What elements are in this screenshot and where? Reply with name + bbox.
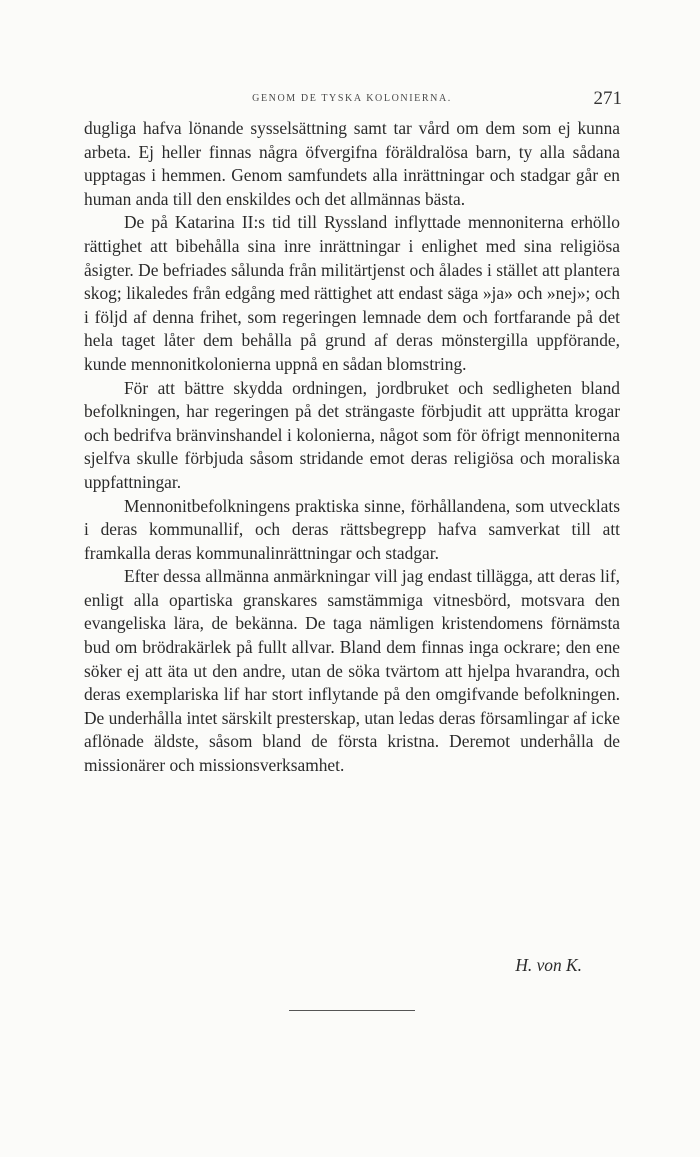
paragraph: Efter dessa allmänna anmärkningar vill jag endast tillägga, att deras lif, enligt alla opartiska granskares samstämmiga vitnesbörd, motsvara den evangeliska lära, de bekänna. De taga nämligen kristendomens förnämsta bud om brödrakärlek på fullt allvar. Bland dem finnas inga ockrare; den ene söker ej att äta ut den andre, utan de söka tvärtom att hjelpa hvarandra, och deras exemplariska lif har stort inflytande på den omgifvande befolkningen. De underhålla intet särskilt presterskap, utan ledas deras församlingar af icke aflönade äldste, såsom bland de första kristna. Deremot underhålla de missionärer och missionsverksamhet. [84,566,620,776]
end-rule-divider [289,1010,415,1011]
author-signature: H. von K. [515,955,582,975]
paragraph-continuation: dugliga hafva lönande sysselsättning samt tar vård om dem som ej kunna arbeta. Ej heller finnas några öfvergifna föräldralösa barn, ty alla sådana upptagas i hemmen. Genom samfundets alla inrättningar och stadgar går en human anda till den enskildes och det allmännas bästa. [84,118,620,209]
body-text [84,117,620,778]
running-title: GENOM DE TYSKA KOLONIERNA. [252,93,452,104]
page-number: 271 [593,88,622,109]
paragraph: För att bättre skydda ordningen, jordbruket och sedligheten bland befolkningen, har regeringen på det strängaste förbjudit att upprätta krogar och bedrifva bränvinshandel i kolonierna, något som för öfrigt mennoniterna sjelfva skulle förbjuda såsom stridande emot deras religiösa och moraliska uppfattningar. [84,377,620,492]
paragraph: De på Katarina II:s tid till Ryssland inflyttade mennoniterna erhöllo rättighet att bibehålla sina inre inrättningar i enlighet med sina religiösa åsigter. De befriades sålunda från militärtjenst och ålades i stället att plantera skog; likaledes från edgång med rättighet att endast säga »ja» och »nej»; och i följd af denna frihet, som regeringen lemnade dem och fortfarande på det hela taget låter dem behålla på grund af deras mönstergilla uppförande, kunde mennonitkolonierna uppnå en sådan blomstring. [84,212,620,374]
paragraph: Mennonitbefolkningens praktiska sinne, förhållandena, som utvecklats i deras kommunallif, och deras rättsbegrepp hafva samverkat till att framkalla deras kommunalinrättningar och stadgar. [84,495,620,563]
running-head [84,90,620,112]
